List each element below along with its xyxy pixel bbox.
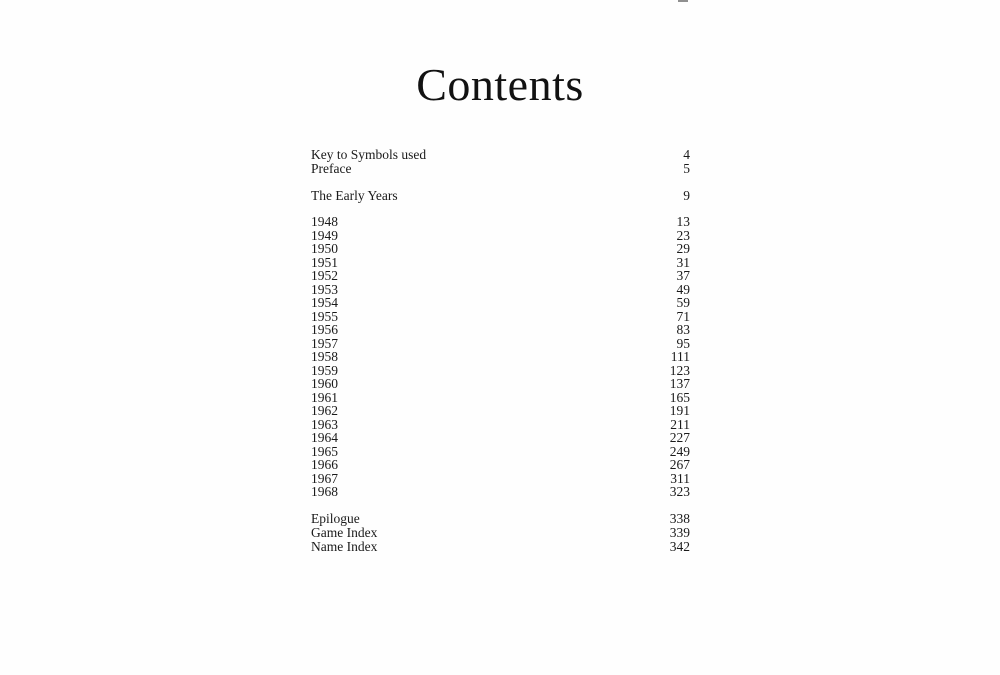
toc-entry[interactable] xyxy=(311,229,690,242)
toc-entry-label: 1956 xyxy=(311,322,338,338)
spacer xyxy=(311,202,690,215)
toc-entry[interactable] xyxy=(311,472,690,485)
toc-entry-label: 1949 xyxy=(311,227,338,243)
toc-entry-label: Game Index xyxy=(311,524,378,540)
toc-entry-page: 95 xyxy=(676,335,690,351)
toc-entry-label: 1954 xyxy=(311,295,338,311)
toc-entry-page: 123 xyxy=(669,362,690,378)
toc-entry-page: 311 xyxy=(670,470,690,486)
toc-entry-page: 31 xyxy=(676,254,690,270)
toc-entry-label: 1964 xyxy=(311,430,338,446)
toc-entry[interactable] xyxy=(311,485,690,498)
toc-entry[interactable] xyxy=(311,323,690,336)
toc-entry-page: 111 xyxy=(670,349,690,365)
toc-entry[interactable] xyxy=(311,310,690,323)
toc-entry[interactable] xyxy=(311,269,690,282)
toc-entry-page: 323 xyxy=(669,484,690,500)
toc-entry-page: 342 xyxy=(669,538,690,554)
toc-entry[interactable] xyxy=(311,283,690,296)
toc-entry-label: Epilogue xyxy=(311,510,360,526)
toc-entry[interactable] xyxy=(311,256,690,269)
toc-entry[interactable] xyxy=(311,350,690,363)
toc-entry[interactable] xyxy=(311,431,690,444)
toc-front-matter-group xyxy=(311,148,690,176)
toc-entry[interactable] xyxy=(311,391,690,404)
toc-back-matter-group xyxy=(311,512,690,554)
toc-entry[interactable] xyxy=(311,148,690,162)
toc-entry-label: 1968 xyxy=(311,484,338,500)
toc-entry[interactable] xyxy=(311,526,690,540)
toc-section-group xyxy=(311,189,690,202)
crop-mark xyxy=(678,0,688,2)
page-title: Contents xyxy=(416,59,584,110)
toc-entry-page: 37 xyxy=(676,268,690,284)
toc-entry-page: 5 xyxy=(683,161,690,177)
toc-entry-label: Preface xyxy=(311,161,352,177)
toc-years-group xyxy=(311,215,690,498)
toc-section-entry[interactable] xyxy=(311,189,690,202)
toc-entry[interactable] xyxy=(311,364,690,377)
toc-entry-label: 1952 xyxy=(311,268,338,284)
toc-entry-label: 1957 xyxy=(311,335,338,351)
toc-entry-page: 4 xyxy=(683,147,690,162)
toc-entry-page: 71 xyxy=(676,308,690,324)
toc-entry-label: 1955 xyxy=(311,308,338,324)
toc-entry-label: 1958 xyxy=(311,349,338,365)
toc-entry-page: 339 xyxy=(669,524,690,540)
toc-entry[interactable] xyxy=(311,404,690,417)
toc-entry[interactable] xyxy=(311,215,690,228)
toc-entry[interactable] xyxy=(311,418,690,431)
toc-entry-label: 1966 xyxy=(311,457,338,473)
toc-entry[interactable] xyxy=(311,242,690,255)
toc-entry-label: Name Index xyxy=(311,538,378,554)
toc-entry-page: 227 xyxy=(669,430,690,446)
toc-entry-label: Key to Symbols used xyxy=(311,147,427,162)
toc-entry-page: 211 xyxy=(670,416,690,432)
toc-entry-label: 1951 xyxy=(311,254,338,270)
toc-entry-label: 1965 xyxy=(311,443,338,459)
toc-entry-label: 1961 xyxy=(311,389,338,405)
toc-entry-page: 165 xyxy=(669,389,690,405)
toc-entry[interactable] xyxy=(311,296,690,309)
toc-entry-page: 29 xyxy=(676,241,690,257)
toc-entry-page: 249 xyxy=(669,443,690,459)
toc-entry[interactable] xyxy=(311,458,690,471)
toc-entry-label: 1950 xyxy=(311,241,338,257)
toc-entry-page: 137 xyxy=(669,376,690,392)
toc-entry-label: 1948 xyxy=(311,214,338,230)
toc-entry-label: 1967 xyxy=(311,470,338,486)
toc-entry-page: 267 xyxy=(669,457,690,473)
toc-entry-page: 83 xyxy=(676,322,690,338)
toc-entry-page: 59 xyxy=(676,295,690,311)
toc-entry-label: 1959 xyxy=(311,362,338,378)
toc-entry-label: 1962 xyxy=(311,403,338,419)
toc-entry[interactable] xyxy=(311,377,690,390)
toc-entry-page: 49 xyxy=(676,281,690,297)
toc-entry[interactable] xyxy=(311,162,690,176)
spacer xyxy=(311,499,690,512)
toc-entry-label: 1963 xyxy=(311,416,338,432)
toc-entry-page: 13 xyxy=(676,214,690,230)
toc-section-page: 9 xyxy=(683,188,690,204)
table-of-contents xyxy=(311,148,690,554)
toc-entry-page: 338 xyxy=(669,510,690,526)
toc-entry[interactable] xyxy=(311,337,690,350)
toc-entry[interactable] xyxy=(311,540,690,554)
toc-entry-label: 1960 xyxy=(311,376,338,392)
toc-entry-page: 23 xyxy=(676,227,690,243)
toc-entry-label: 1953 xyxy=(311,281,338,297)
toc-entry[interactable] xyxy=(311,445,690,458)
toc-entry-page: 191 xyxy=(669,403,690,419)
toc-section-label: The Early Years xyxy=(311,188,398,204)
toc-entry[interactable] xyxy=(311,512,690,526)
